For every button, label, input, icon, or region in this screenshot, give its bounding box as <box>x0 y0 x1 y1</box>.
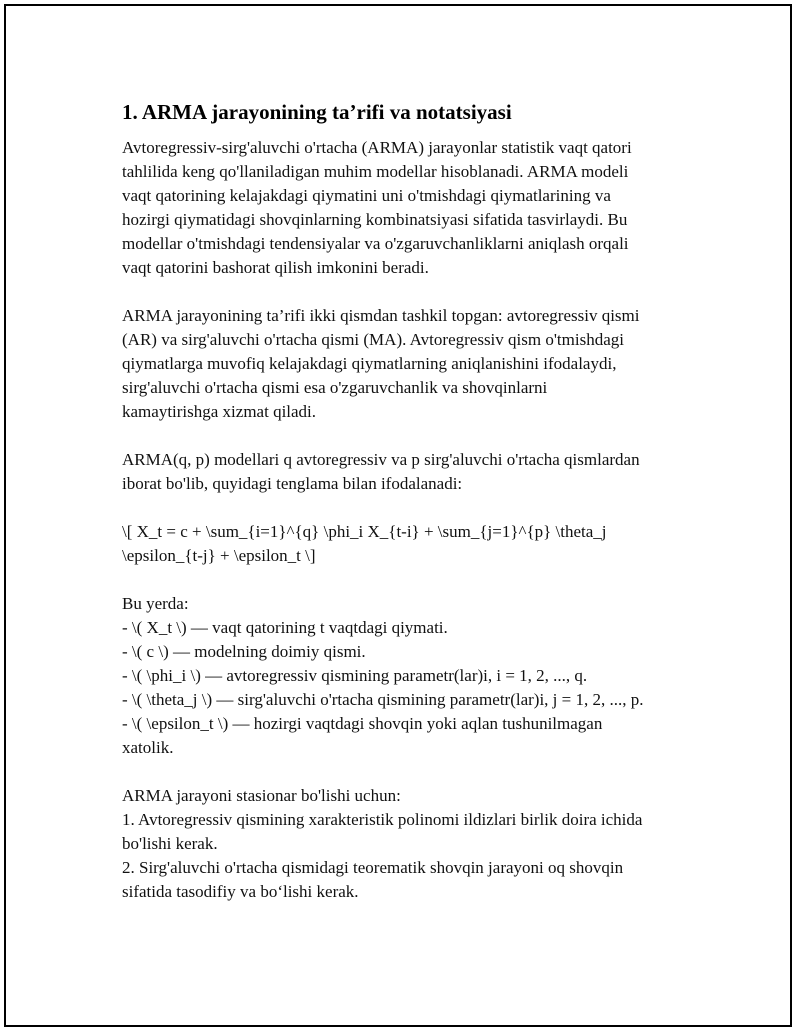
paragraph-model <box>122 448 702 496</box>
definition-item: - \( \theta_j \) — sirg'aluvchi o'rtacha qismining parametr(lar)i, j = 1, 2, ..., p. <box>122 690 644 709</box>
equation-line: \epsilon_{t-j} + \epsilon_t \] <box>122 546 316 565</box>
condition-item: 1. Avtoregressiv qismining xarakteristik polinomi ildizlari birlik doira ichida <box>122 810 643 829</box>
condition-item: bo'lishi kerak. <box>122 834 218 853</box>
text-line: hozirgi qiymatidagi shovqinlarning kombinatsiyasi sifatida tasvirlaydi. Bu <box>122 210 628 229</box>
section-heading: 1. ARMA jarayonining ta’rifi va notatsiyasi <box>122 100 512 124</box>
definitions-list <box>122 592 702 760</box>
text-line: tahlilida keng qo'llaniladigan muhim modellar hisoblanadi. ARMA modeli <box>122 162 629 181</box>
text-line: iborat bo'lib, quyidagi tenglama bilan ifodalanadi: <box>122 474 463 493</box>
text-line: qiymatlarga muvofiq kelajakdagi qiymatlarning aniqlanishini ifodalaydi, <box>122 354 617 373</box>
conditions-list <box>122 784 702 904</box>
paragraph-definition <box>122 304 702 424</box>
paragraph-intro <box>122 136 702 280</box>
conditions-intro: ARMA jarayoni stasionar bo'lishi uchun: <box>122 786 401 805</box>
text-line: vaqt qatorini bashorat qilish imkonini beradi. <box>122 258 429 277</box>
document-page <box>4 4 792 1027</box>
definition-item: - \( \phi_i \) — avtoregressiv qismining parametr(lar)i, i = 1, 2, ..., q. <box>122 666 588 685</box>
equation-block <box>122 520 702 568</box>
definition-item: - \( c \) — modelning doimiy qismi. <box>122 642 366 661</box>
text-line: modellar o'tmishdagi tendensiyalar va o'zgaruvchanliklarni aniqlash orqali <box>122 234 629 253</box>
text-line: (AR) va sirg'aluvchi o'rtacha qismi (MA). Avtoregressiv qism o'tmishdagi <box>122 330 624 349</box>
text-line: Avtoregressiv-sirg'aluvchi o'rtacha (ARMA) jarayonlar statistik vaqt qatori <box>122 138 632 157</box>
definition-item: - \( X_t \) — vaqt qatorining t vaqtdagi qiymati. <box>122 618 448 637</box>
condition-item: sifatida tasodifiy va bo‘lishi kerak. <box>122 882 359 901</box>
condition-item: 2. Sirg'aluvchi o'rtacha qismidagi teorematik shovqin jarayoni oq shovqin <box>122 858 624 877</box>
definition-item: xatolik. <box>122 738 174 757</box>
text-line: sirg'aluvchi o'rtacha qismi esa o'zgaruvchanlik va shovqinlarni <box>122 378 548 397</box>
document-content <box>122 98 702 928</box>
text-line: vaqt qatorining kelajakdagi qiymatini uni o'tmishdagi qiymatlarining va <box>122 186 611 205</box>
definition-item: - \( \epsilon_t \) — hozirgi vaqtdagi shovqin yoki aqlan tushunilmagan <box>122 714 603 733</box>
text-line: kamaytirishga xizmat qiladi. <box>122 402 317 421</box>
definitions-intro: Bu yerda: <box>122 594 189 613</box>
equation-line: \[ X_t = c + \sum_{i=1}^{q} \phi_i X_{t-i} + \sum_{j=1}^{p} \theta_j <box>122 522 607 541</box>
text-line: ARMA jarayonining ta’rifi ikki qismdan tashkil topgan: avtoregressiv qismi <box>122 306 640 325</box>
text-line: ARMA(q, p) modellari q avtoregressiv va p sirg'aluvchi o'rtacha qismlardan <box>122 450 640 469</box>
